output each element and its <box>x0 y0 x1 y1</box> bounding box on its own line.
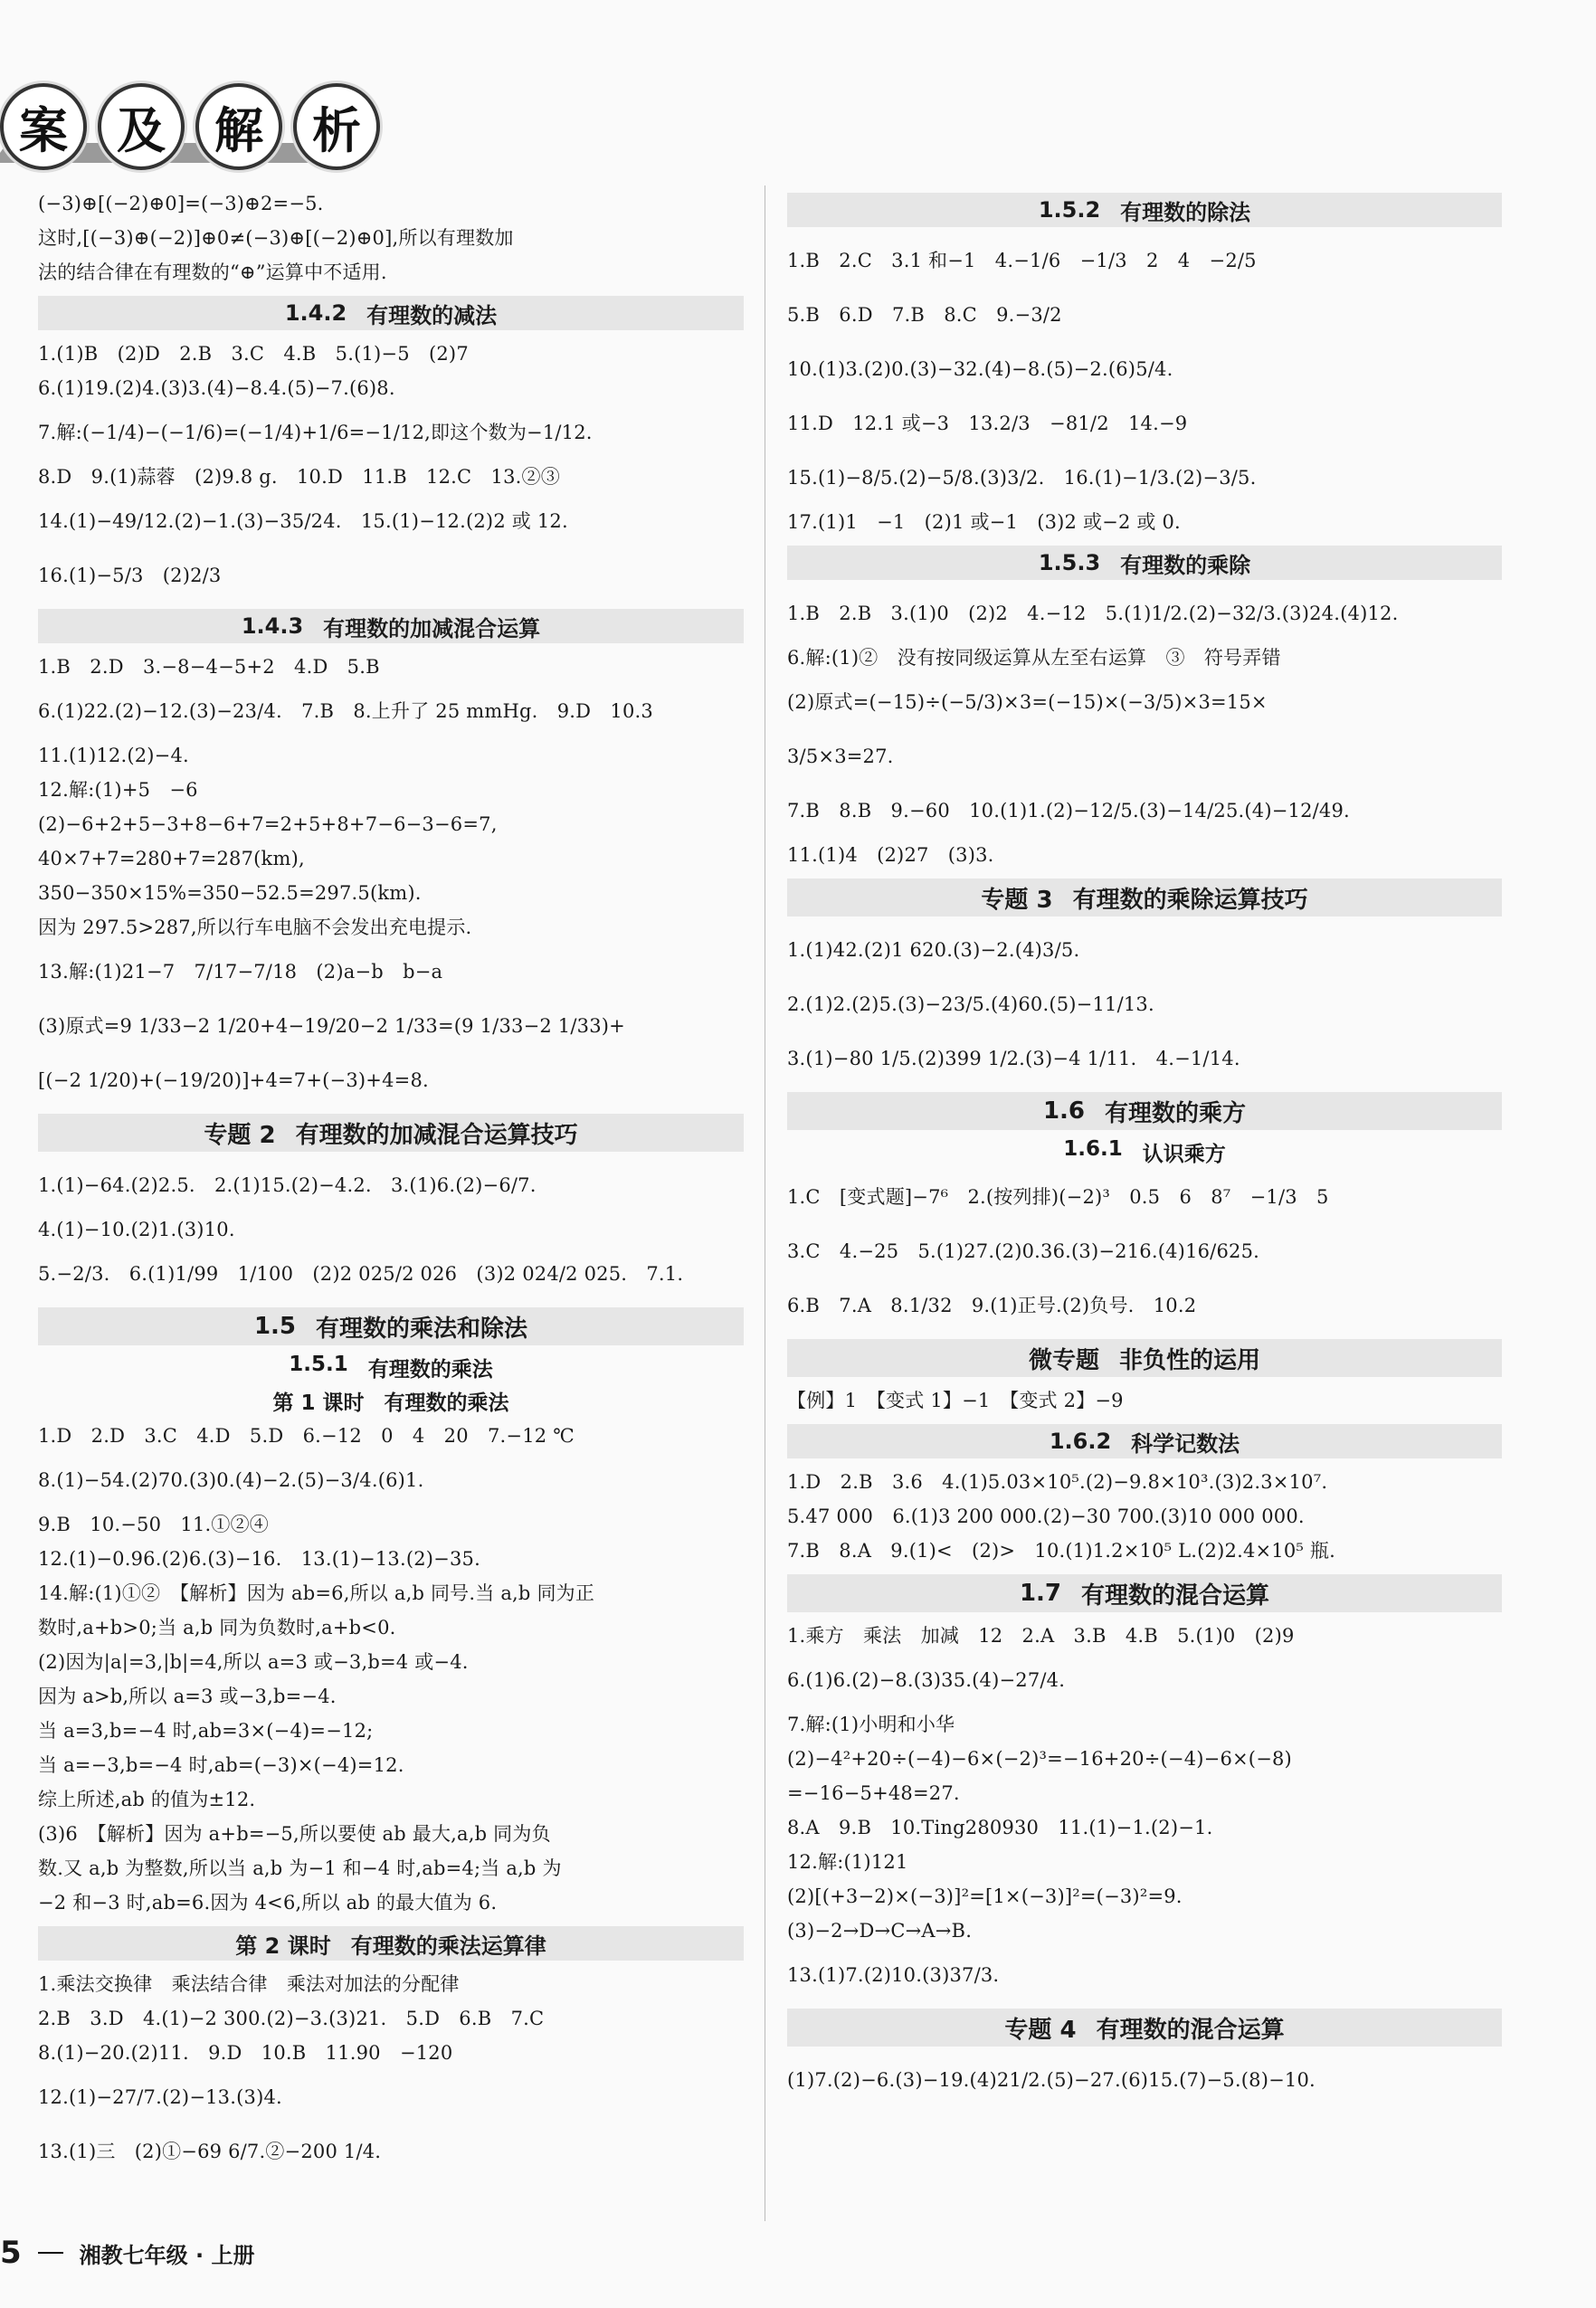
subsection-heading <box>38 1353 744 1382</box>
answer-line: 2.(1)2.(2)5.(3)−23/5.(4)60.(5)−11/13. <box>787 993 1154 1015</box>
answer-line: 这时,[(−3)⊕(−2)]⊕0≠(−3)⊕[(−2)⊕0],所以有理数加 <box>38 227 514 249</box>
answer-line: 6.B 7.A 8.1/32 9.(1)正号.(2)负号. 10.2 <box>787 1295 1197 1316</box>
footer-rule <box>38 2252 63 2254</box>
subsection-heading <box>787 1424 1502 1458</box>
section-title: 有理数的除法 <box>1120 199 1251 225</box>
topic-title: 有理数的乘除运算技巧 <box>1072 886 1308 914</box>
answer-line: 综上所述,ab 的值为±12. <box>38 1789 256 1810</box>
answer-line: 8.(1)−20.(2)11. 9.D 10.B 11.90 −120 <box>38 2042 453 2064</box>
answer-line: 13.(1)三 (2)①−69 6/7.②−200 1/4. <box>38 2141 382 2162</box>
answer-line: 1.C [变式题]−7⁶ 2.(按列排)(−2)³ 0.5 6 8⁷ −1/3 5 <box>787 1186 1329 1208</box>
answer-line: 2.B 3.D 4.(1)−2 300.(2)−3.(3)21. 5.D 6.B 7.C <box>38 2008 545 2029</box>
answer-line: 1.B 2.B 3.(1)0 (2)2 4.−12 5.(1)1/2.(2)−32/3.(3)24.(4)12. <box>787 603 1399 624</box>
answer-line: 法的结合律在有理数的“⊕”运算中不适用. <box>38 261 387 283</box>
answer-line: 当 a=−3,b=−4 时,ab=(−3)×(−4)=12. <box>38 1754 404 1776</box>
answer-line: 6.(1)22.(2)−12.(3)−23/4. 7.B 8.上升了 25 mmHg. 9.D 10.3 <box>38 700 653 722</box>
section-title: 有理数的混合运算 <box>1081 1581 1270 1610</box>
lesson-number: 第 2 课时 <box>235 1933 331 1959</box>
answer-line: 7.B 8.A 9.(1)< (2)> 10.(1)1.2×10⁵ L.(2)2.4×10⁵ 瓶. <box>787 1540 1335 1562</box>
topic-title: 非负性的运用 <box>1119 1346 1261 1374</box>
section-number: 1.5.3 <box>1038 550 1101 575</box>
section-heading <box>38 296 744 330</box>
left-column <box>38 185 744 2180</box>
answer-line: 6.(1)19.(2)4.(3)3.(4)−8.4.(5)−7.(6)8. <box>38 377 395 399</box>
answer-line: 1.B 2.D 3.−8−4−5+2 4.D 5.B <box>38 656 380 678</box>
answer-line: 7.解:(−1/4)−(−1/6)=(−1/4)+1/6=−1/12,即这个数为−1/12. <box>38 422 593 443</box>
answer-line: (2)因为|a|=3,|b|=4,所以 a=3 或−3,b=4 或−4. <box>38 1651 469 1673</box>
answer-line: (3)6 【解析】因为 a+b=−5,所以要使 ab 最大,a,b 同为负 <box>38 1823 551 1845</box>
answer-line: 11.(1)12.(2)−4. <box>38 745 189 766</box>
lesson-heading <box>38 1926 744 1961</box>
answer-line: (2)原式=(−15)÷(−5/3)×3=(−15)×(−3/5)×3=15× <box>787 691 1268 713</box>
answer-line: 8.D 9.(1)蒜蓉 (2)9.8 g. 10.D 11.B 12.C 13.②③ <box>38 466 560 488</box>
topic-heading <box>787 1339 1502 1377</box>
answer-line: (2)[(+3−2)×(−3)]²=[1×(−3)]²=(−3)²=9. <box>787 1885 1183 1907</box>
answer-line: 17.(1)1 −1 (2)1 或−1 (3)2 或−2 或 0. <box>787 511 1181 533</box>
answer-line: 8.(1)−54.(2)70.(3)0.(4)−2.(5)−3/4.(6)1. <box>38 1469 424 1491</box>
topic-title: 有理数的混合运算 <box>1096 2016 1285 2044</box>
answer-line: 因为 297.5>287,所以行车电脑不会发出充电提示. <box>38 917 472 938</box>
answer-line: 40×7+7=280+7=287(km), <box>38 848 305 869</box>
answer-line: 1.(1)−64.(2)2.5. 2.(1)15.(2)−4.2. 3.(1)6.(2)−6/7. <box>38 1174 537 1196</box>
answer-line: 15.(1)−8/5.(2)−5/8.(3)3/2. 16.(1)−1/3.(2)−3/5. <box>787 467 1257 489</box>
answer-line: 16.(1)−5/3 (2)2/3 <box>38 565 222 586</box>
header-char: 析 <box>293 83 380 170</box>
section-title: 有理数的加减混合运算 <box>323 615 541 641</box>
topic-heading <box>38 1114 744 1152</box>
answer-line: 1.B 2.C 3.1 和−1 4.−1/6 −1/3 2 4 −2/5 <box>787 250 1257 271</box>
answer-line: 数.又 a,b 为整数,所以当 a,b 为−1 和−4 时,ab=4;当 a,b 为 <box>38 1857 562 1879</box>
answer-line: 7.B 8.B 9.−60 10.(1)1.(2)−12/5.(3)−14/25.(4)−12/49. <box>787 800 1350 822</box>
topic-heading <box>787 879 1502 917</box>
answer-line: (3)−2→D→C→A→B. <box>787 1920 973 1942</box>
answer-line: 12.(1)−0.96.(2)6.(3)−16. 13.(1)−13.(2)−35. <box>38 1548 480 1570</box>
lesson-number: 第 1 课时 <box>272 1391 365 1415</box>
header-banner <box>0 83 380 174</box>
answer-line: 12.解:(1)+5 −6 <box>38 779 198 801</box>
answer-line: 4.(1)−10.(2)1.(3)10. <box>38 1219 235 1240</box>
answer-line: (3)原式=9 1/33−2 1/20+4−19/20−2 1/33=(9 1/33−2 1/33)+ <box>38 1015 625 1037</box>
answer-line: 14.解:(1)①② 【解析】因为 ab=6,所以 a,b 同号.当 a,b 同为正 <box>38 1582 595 1604</box>
subsection-title: 认识乘方 <box>1142 1143 1226 1166</box>
answer-line: 350−350×15%=350−52.5=297.5(km). <box>38 882 422 904</box>
header-char: 案 <box>0 83 87 170</box>
topic-heading <box>787 2009 1502 2047</box>
section-heading <box>787 1574 1502 1612</box>
lesson-heading <box>38 1386 744 1416</box>
topic-number: 专题 4 <box>1004 2016 1077 2044</box>
section-title: 有理数的乘法和除法 <box>316 1315 528 1343</box>
subsection-number: 1.6.2 <box>1049 1429 1112 1454</box>
answer-line: 11.(1)4 (2)27 (3)3. <box>787 844 994 866</box>
answer-line: 1.乘法交换律 乘法结合律 乘法对加法的分配律 <box>38 1973 460 1995</box>
lesson-title: 有理数的乘法 <box>384 1391 509 1415</box>
answer-line: 【例】1 【变式 1】−1 【变式 2】−9 <box>787 1390 1124 1411</box>
answer-line: 13.(1)7.(2)10.(3)37/3. <box>787 1964 1000 1986</box>
section-number: 1.6 <box>1042 1097 1086 1125</box>
section-number: 1.5 <box>253 1313 297 1340</box>
answer-line: 1.D 2.B 3.6 4.(1)5.03×10⁵.(2)−9.8×10³.(3)2.3×10⁷. <box>787 1471 1328 1493</box>
section-number: 1.7 <box>1019 1580 1062 1607</box>
section-heading <box>38 609 744 643</box>
answer-line: 当 a=3,b=−4 时,ab=3×(−4)=−12; <box>38 1720 374 1742</box>
answer-line: −2 和−3 时,ab=6.因为 4<6,所以 ab 的最大值为 6. <box>38 1892 498 1914</box>
answer-line: 7.解:(1)小明和小华 <box>787 1714 955 1735</box>
answer-line: 12.解:(1)121 <box>787 1851 908 1873</box>
answer-line: 3.C 4.−25 5.(1)27.(2)0.36.(3)−216.(4)16/625. <box>787 1240 1260 1262</box>
answer-line: 3.(1)−80 1/5.(2)399 1/2.(3)−4 1/11. 4.−1/14. <box>787 1048 1240 1069</box>
section-heading <box>38 1307 744 1345</box>
section-title: 有理数的乘方 <box>1105 1099 1247 1127</box>
book-title: 湘教七年级 · 上册 <box>79 2242 255 2268</box>
topic-title: 有理数的加减混合运算技巧 <box>295 1121 578 1149</box>
answer-line: 5.−2/3. 6.(1)1/99 1/100 (2)2 025/2 026 (3)2 024/2 025. 7.1. <box>38 1263 684 1285</box>
lesson-title: 有理数的乘法运算律 <box>350 1933 546 1959</box>
answer-line: 6.解:(1)② 没有按同级运算从左至右运算 ③ 符号弄错 <box>787 647 1281 669</box>
header-char: 及 <box>98 83 185 170</box>
answer-line: 11.D 12.1 或−3 13.2/3 −81/2 14.−9 <box>787 413 1188 434</box>
answer-line: 9.B 10.−50 11.①②④ <box>38 1514 269 1535</box>
subsection-number: 1.5.1 <box>289 1353 348 1376</box>
topic-number: 微专题 <box>1028 1346 1099 1374</box>
answer-line: =−16−5+48=27. <box>787 1782 960 1804</box>
answer-line: 10.(1)3.(2)0.(3)−32.(4)−8.(5)−2.(6)5/4. <box>787 358 1173 380</box>
answer-line: 1.D 2.D 3.C 4.D 5.D 6.−12 0 4 20 7.−12 ℃ <box>38 1425 575 1447</box>
answer-line: 13.解:(1)21−7 7/17−7/18 (2)a−b b−a <box>38 961 443 983</box>
answer-line: 5.B 6.D 7.B 8.C 9.−3/2 <box>787 304 1062 326</box>
subsection-number: 1.6.1 <box>1063 1137 1123 1161</box>
answer-line: 12.(1)−27/7.(2)−13.(3)4. <box>38 2086 282 2108</box>
answer-line: 1.(1)42.(2)1 620.(3)−2.(4)3/5. <box>787 939 1080 961</box>
answer-line: 6.(1)6.(2)−8.(3)35.(4)−27/4. <box>787 1669 1066 1691</box>
section-number: 1.4.2 <box>284 300 347 326</box>
answer-line: (−3)⊕[(−2)⊕0]=(−3)⊕2=−5. <box>38 193 324 214</box>
answer-line: 5.47 000 6.(1)3 200 000.(2)−30 700.(3)10 000 000. <box>787 1505 1305 1527</box>
page-number: 5 <box>0 2235 22 2271</box>
answer-line: 8.A 9.B 10.Ting280930 11.(1)−1.(2)−1. <box>787 1817 1213 1838</box>
answer-line: 14.(1)−49/12.(2)−1.(3)−35/24. 15.(1)−12.(2)2 或 12. <box>38 510 568 532</box>
section-heading <box>787 546 1502 580</box>
answer-line: 3/5×3=27. <box>787 746 894 767</box>
section-title: 有理数的乘除 <box>1120 552 1251 578</box>
section-title: 有理数的减法 <box>366 302 498 328</box>
page-footer <box>0 2235 255 2271</box>
section-number: 1.5.2 <box>1038 197 1101 223</box>
header-char: 解 <box>195 83 282 170</box>
answer-line: 1.(1)B (2)D 2.B 3.C 4.B 5.(1)−5 (2)7 <box>38 343 469 365</box>
answer-line: 因为 a>b,所以 a=3 或−3,b=−4. <box>38 1686 337 1707</box>
answer-line: [(−2 1/20)+(−19/20)]+4=7+(−3)+4=8. <box>38 1069 429 1091</box>
topic-number: 专题 3 <box>981 886 1053 914</box>
subsection-title: 有理数的乘法 <box>367 1358 493 1382</box>
topic-number: 专题 2 <box>204 1121 276 1149</box>
section-heading <box>787 1092 1502 1130</box>
answer-line: (2)−4²+20÷(−4)−6×(−2)³=−16+20÷(−4)−6×(−8) <box>787 1748 1292 1770</box>
answer-line: (2)−6+2+5−3+8−6+7=2+5+8+7−6−3−6=7, <box>38 813 498 835</box>
section-number: 1.4.3 <box>241 613 304 639</box>
answer-line: 1.乘方 乘法 加减 12 2.A 3.B 4.B 5.(1)0 (2)9 <box>787 1625 1295 1647</box>
answer-line: 数时,a+b>0;当 a,b 同为负数时,a+b<0. <box>38 1617 396 1638</box>
subsection-title: 科学记数法 <box>1131 1430 1240 1457</box>
right-column <box>787 185 1502 2108</box>
section-heading <box>787 193 1502 227</box>
answer-line: (1)7.(2)−6.(3)−19.(4)21/2.(5)−27.(6)15.(7)−5.(8)−10. <box>787 2069 1316 2091</box>
subsection-heading <box>787 1137 1502 1167</box>
